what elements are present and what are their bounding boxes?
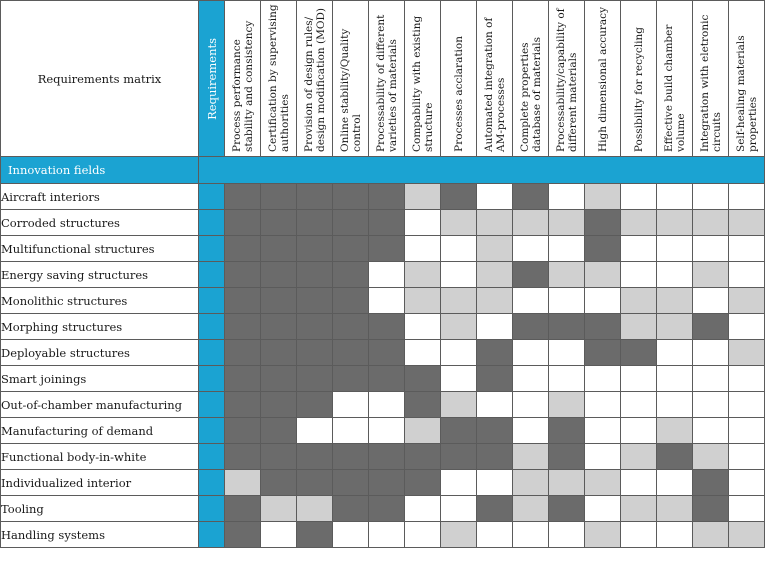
matrix-cell — [333, 418, 369, 444]
matrix-cell — [369, 236, 405, 262]
matrix-cell — [225, 314, 261, 340]
matrix-cell — [477, 522, 513, 548]
matrix-cell — [657, 470, 693, 496]
matrix-cell — [585, 184, 621, 210]
matrix-cell — [297, 522, 333, 548]
matrix-cell — [333, 444, 369, 470]
matrix-cell — [369, 444, 405, 470]
matrix-cell — [405, 522, 441, 548]
matrix-cell — [405, 340, 441, 366]
column-header-text: Online stability/Quality control — [338, 28, 363, 152]
matrix-cell — [225, 366, 261, 392]
matrix-cell — [693, 210, 729, 236]
matrix-cell — [333, 366, 369, 392]
matrix-cell — [261, 444, 297, 470]
matrix-cell — [621, 418, 657, 444]
matrix-cell — [657, 444, 693, 470]
matrix-cell — [513, 236, 549, 262]
matrix-cell — [549, 392, 585, 418]
matrix-cell — [369, 470, 405, 496]
requirements-stripe-cell — [199, 340, 225, 366]
matrix-cell — [405, 444, 441, 470]
matrix-cell — [477, 314, 513, 340]
matrix-cell — [513, 366, 549, 392]
matrix-cell — [585, 392, 621, 418]
matrix-cell — [297, 340, 333, 366]
column-header-text: High dimensional accuracy — [596, 6, 609, 152]
innovation-fields-band — [1, 157, 765, 184]
matrix-cell — [657, 418, 693, 444]
matrix-cell — [297, 210, 333, 236]
matrix-cell — [333, 522, 369, 548]
requirements-stripe-cell — [199, 262, 225, 288]
matrix-cell — [261, 236, 297, 262]
matrix-cell — [621, 184, 657, 210]
column-header — [621, 1, 657, 157]
matrix-cell — [441, 314, 477, 340]
matrix-cell — [405, 314, 441, 340]
matrix-cell — [369, 210, 405, 236]
requirements-stripe-cell — [199, 522, 225, 548]
matrix-cell — [657, 314, 693, 340]
matrix-cell — [477, 236, 513, 262]
matrix-cell — [585, 236, 621, 262]
innovation-fields-label: Innovation fields — [1, 157, 199, 184]
matrix-cell — [333, 340, 369, 366]
requirements-stripe-cell — [199, 366, 225, 392]
matrix-cell — [729, 288, 765, 314]
matrix-cell — [333, 262, 369, 288]
matrix-cell — [693, 262, 729, 288]
matrix-cell — [225, 210, 261, 236]
table-row — [1, 314, 765, 340]
column-header-text: Automated integration of AM-processes — [482, 17, 507, 152]
requirements-stripe-cell — [199, 288, 225, 314]
matrix-cell — [297, 288, 333, 314]
matrix-cell — [333, 470, 369, 496]
matrix-cell — [729, 444, 765, 470]
matrix-cell — [405, 288, 441, 314]
matrix-cell — [225, 236, 261, 262]
matrix-cell — [297, 418, 333, 444]
matrix-cell — [441, 366, 477, 392]
matrix-cell — [729, 210, 765, 236]
table-row — [1, 210, 765, 236]
matrix-cell — [621, 288, 657, 314]
matrix-cell — [729, 470, 765, 496]
matrix-cell — [549, 470, 585, 496]
matrix-cell — [585, 340, 621, 366]
column-header — [225, 1, 261, 157]
column-header-text: Processability of different varieties of materials — [374, 14, 399, 152]
matrix-cell — [513, 522, 549, 548]
matrix-cell — [621, 314, 657, 340]
matrix-cell — [405, 236, 441, 262]
matrix-cell — [693, 470, 729, 496]
matrix-cell — [477, 470, 513, 496]
innovation-field-label: Corroded structures — [1, 210, 199, 236]
matrix-cell — [585, 444, 621, 470]
matrix-cell — [657, 366, 693, 392]
matrix-cell — [585, 522, 621, 548]
requirements-axis-text: Requirements — [204, 37, 219, 120]
matrix-cell — [297, 366, 333, 392]
matrix-cell — [729, 184, 765, 210]
column-header — [369, 1, 405, 157]
column-header — [405, 1, 441, 157]
requirements-stripe-cell — [199, 392, 225, 418]
table-row — [1, 340, 765, 366]
matrix-cell — [261, 288, 297, 314]
matrix-cell — [621, 366, 657, 392]
matrix-cell — [261, 522, 297, 548]
column-header — [657, 1, 693, 157]
matrix-cell — [693, 288, 729, 314]
matrix-cell — [297, 314, 333, 340]
innovation-field-label: Energy saving structures — [1, 262, 199, 288]
matrix-cell — [405, 262, 441, 288]
column-header — [333, 1, 369, 157]
matrix-cell — [549, 288, 585, 314]
matrix-cell — [621, 262, 657, 288]
table-row — [1, 418, 765, 444]
column-header — [693, 1, 729, 157]
matrix-cell — [225, 392, 261, 418]
matrix-cell — [693, 496, 729, 522]
innovation-field-label: Multifunctional structures — [1, 236, 199, 262]
requirements-stripe-cell — [199, 236, 225, 262]
matrix-cell — [369, 184, 405, 210]
matrix-cell — [261, 392, 297, 418]
matrix-cell — [441, 522, 477, 548]
matrix-cell — [693, 522, 729, 548]
requirements-stripe-cell — [199, 184, 225, 210]
matrix-cell — [693, 184, 729, 210]
column-header-text: Process performance stability and consistency — [230, 20, 255, 152]
matrix-cell — [369, 262, 405, 288]
matrix-cell — [621, 392, 657, 418]
matrix-cell — [369, 366, 405, 392]
matrix-cell — [333, 496, 369, 522]
matrix-cell — [261, 314, 297, 340]
band-spacer — [199, 157, 765, 184]
matrix-cell — [621, 496, 657, 522]
matrix-cell — [441, 392, 477, 418]
matrix-cell — [441, 340, 477, 366]
matrix-cell — [225, 444, 261, 470]
matrix-cell — [513, 184, 549, 210]
matrix-cell — [693, 392, 729, 418]
matrix-cell — [621, 236, 657, 262]
matrix-cell — [333, 236, 369, 262]
matrix-cell — [225, 496, 261, 522]
matrix-cell — [513, 210, 549, 236]
matrix-cell — [261, 418, 297, 444]
matrix-cell — [225, 522, 261, 548]
matrix-cell — [585, 288, 621, 314]
matrix-cell — [549, 522, 585, 548]
matrix-cell — [693, 444, 729, 470]
matrix-cell — [657, 236, 693, 262]
matrix-cell — [369, 340, 405, 366]
matrix-cell — [513, 444, 549, 470]
column-header-text: Provision of design rules/ design modification (MOD) — [302, 8, 327, 152]
matrix-cell — [477, 340, 513, 366]
requirements-stripe-cell — [199, 418, 225, 444]
column-header — [477, 1, 513, 157]
column-header — [549, 1, 585, 157]
matrix-cell — [657, 522, 693, 548]
matrix-cell — [261, 184, 297, 210]
matrix-cell — [729, 418, 765, 444]
innovation-field-label: Manufacturing of demand — [1, 418, 199, 444]
matrix-cell — [549, 184, 585, 210]
column-header — [441, 1, 477, 157]
matrix-cell — [693, 314, 729, 340]
matrix-cell — [441, 288, 477, 314]
matrix-cell — [333, 314, 369, 340]
column-header-text: Complete properties database of materials — [518, 37, 543, 152]
column-header-text: Effective build chamber volume — [662, 24, 687, 152]
table-row — [1, 236, 765, 262]
matrix-cell — [225, 288, 261, 314]
matrix-cell — [369, 522, 405, 548]
matrix-cell — [261, 262, 297, 288]
matrix-cell — [261, 496, 297, 522]
matrix-cell — [225, 418, 261, 444]
matrix-cell — [297, 236, 333, 262]
requirements-stripe-cell — [199, 210, 225, 236]
matrix-cell — [585, 366, 621, 392]
matrix-cell — [369, 288, 405, 314]
innovation-field-label: Individualized interior — [1, 470, 199, 496]
matrix-cell — [441, 444, 477, 470]
matrix-cell — [513, 314, 549, 340]
matrix-cell — [549, 262, 585, 288]
requirements-axis-label — [199, 1, 225, 157]
column-header-text: Processes acclaration — [452, 36, 465, 152]
matrix-cell — [621, 522, 657, 548]
matrix-cell — [297, 444, 333, 470]
matrix-cell — [405, 392, 441, 418]
matrix-cell — [729, 314, 765, 340]
matrix-cell — [477, 288, 513, 314]
matrix-cell — [729, 496, 765, 522]
matrix-cell — [369, 418, 405, 444]
matrix-cell — [441, 496, 477, 522]
matrix-cell — [549, 418, 585, 444]
innovation-field-label: Handling systems — [1, 522, 199, 548]
matrix-cell — [549, 314, 585, 340]
matrix-cell — [477, 392, 513, 418]
requirements-stripe-cell — [199, 496, 225, 522]
matrix-cell — [657, 340, 693, 366]
matrix-cell — [333, 392, 369, 418]
matrix-cell — [297, 470, 333, 496]
matrix-cell — [657, 392, 693, 418]
matrix-title: Requirements matrix — [1, 1, 199, 157]
matrix-cell — [405, 496, 441, 522]
matrix-cell — [297, 496, 333, 522]
matrix-cell — [369, 392, 405, 418]
innovation-field-label: Functional body-in-white — [1, 444, 199, 470]
matrix-cell — [513, 340, 549, 366]
matrix-cell — [405, 366, 441, 392]
column-header — [729, 1, 765, 157]
matrix-cell — [621, 210, 657, 236]
matrix-cell — [441, 262, 477, 288]
matrix-cell — [369, 314, 405, 340]
matrix-cell — [441, 418, 477, 444]
matrix-cell — [297, 392, 333, 418]
matrix-cell — [405, 184, 441, 210]
column-header-text: Processability/capability of different materials — [554, 8, 579, 152]
matrix-cell — [405, 470, 441, 496]
matrix-cell — [225, 184, 261, 210]
matrix-cell — [297, 262, 333, 288]
matrix-cell — [477, 184, 513, 210]
matrix-cell — [693, 236, 729, 262]
matrix-cell — [513, 418, 549, 444]
column-header — [513, 1, 549, 157]
innovation-field-label: Smart joinings — [1, 366, 199, 392]
matrix-cell — [549, 444, 585, 470]
table-row — [1, 392, 765, 418]
matrix-cell — [261, 470, 297, 496]
column-header — [261, 1, 297, 157]
matrix-cell — [585, 210, 621, 236]
matrix-cell — [477, 444, 513, 470]
innovation-field-label: Monolithic structures — [1, 288, 199, 314]
innovation-field-label: Aircraft interiors — [1, 184, 199, 210]
matrix-cell — [477, 262, 513, 288]
matrix-cell — [297, 184, 333, 210]
matrix-cell — [225, 340, 261, 366]
table-row — [1, 366, 765, 392]
matrix-cell — [657, 288, 693, 314]
table-row — [1, 470, 765, 496]
table-row — [1, 288, 765, 314]
requirements-stripe-cell — [199, 314, 225, 340]
innovation-field-label: Tooling — [1, 496, 199, 522]
matrix-cell — [621, 340, 657, 366]
table-row — [1, 496, 765, 522]
matrix-cell — [549, 236, 585, 262]
matrix-cell — [477, 366, 513, 392]
matrix-cell — [657, 184, 693, 210]
matrix-cell — [549, 340, 585, 366]
matrix-cell — [549, 496, 585, 522]
matrix-cell — [477, 210, 513, 236]
table-row — [1, 522, 765, 548]
matrix-cell — [585, 418, 621, 444]
matrix-cell — [441, 210, 477, 236]
matrix-cell — [549, 210, 585, 236]
matrix-cell — [693, 340, 729, 366]
column-header — [297, 1, 333, 157]
innovation-field-label: Out-of-chamber manufacturing — [1, 392, 199, 418]
matrix-cell — [441, 470, 477, 496]
table-row — [1, 262, 765, 288]
matrix-cell — [333, 288, 369, 314]
innovation-field-label: Deployable structures — [1, 340, 199, 366]
matrix-cell — [369, 496, 405, 522]
matrix-cell — [729, 522, 765, 548]
requirements-stripe-cell — [199, 470, 225, 496]
matrix-cell — [657, 262, 693, 288]
matrix-cell — [261, 366, 297, 392]
matrix-cell — [729, 392, 765, 418]
matrix-cell — [477, 418, 513, 444]
matrix-cell — [513, 470, 549, 496]
table-row — [1, 184, 765, 210]
matrix-cell — [441, 184, 477, 210]
matrix-cell — [729, 340, 765, 366]
matrix-cell — [477, 496, 513, 522]
column-header-text: Compability with existing structure — [410, 15, 435, 152]
column-header-text: Integration with eletronic circuits — [698, 14, 723, 152]
matrix-cell — [513, 392, 549, 418]
matrix-cell — [585, 470, 621, 496]
matrix-cell — [513, 496, 549, 522]
column-header-text: Possibility for recycling — [632, 26, 645, 152]
matrix-cell — [405, 210, 441, 236]
requirements-stripe-cell — [199, 444, 225, 470]
header-row — [1, 1, 765, 157]
matrix-cell — [333, 184, 369, 210]
matrix-cell — [549, 366, 585, 392]
table-row — [1, 444, 765, 470]
matrix-cell — [513, 288, 549, 314]
innovation-field-label: Morphing structures — [1, 314, 199, 340]
column-header — [585, 1, 621, 157]
matrix-cell — [621, 470, 657, 496]
matrix-cell — [693, 366, 729, 392]
matrix-cell — [729, 262, 765, 288]
matrix-cell — [225, 262, 261, 288]
column-header-text: Certification by supervising authorities — [266, 4, 291, 152]
matrix-cell — [621, 444, 657, 470]
matrix-cell — [441, 236, 477, 262]
column-header-text: Self-healing materials properties — [734, 35, 759, 152]
matrix-cell — [225, 470, 261, 496]
matrix-cell — [693, 418, 729, 444]
matrix-cell — [585, 314, 621, 340]
matrix-cell — [333, 210, 369, 236]
matrix-cell — [405, 418, 441, 444]
matrix-cell — [657, 210, 693, 236]
matrix-cell — [729, 236, 765, 262]
matrix-cell — [585, 262, 621, 288]
matrix-cell — [657, 496, 693, 522]
matrix-cell — [261, 210, 297, 236]
matrix-cell — [729, 366, 765, 392]
matrix-cell — [513, 262, 549, 288]
matrix-cell — [585, 496, 621, 522]
matrix-cell — [261, 340, 297, 366]
